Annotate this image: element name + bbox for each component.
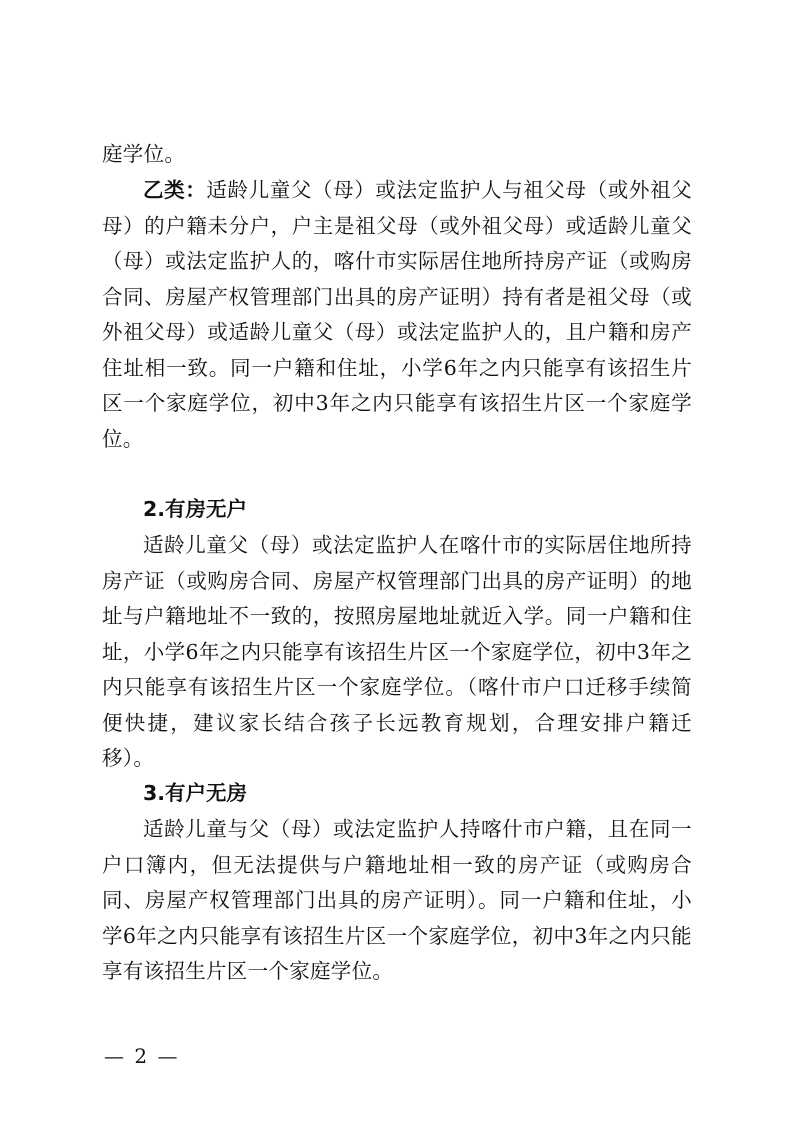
page-number: — 2 — xyxy=(104,1044,180,1068)
section-2-heading: 2.有房无户 xyxy=(143,497,248,521)
section-3-paragraph: 适龄儿童与父（母）或法定监护人持喀什市户籍，且在同一户口簿内，但无法提供与户籍地址相一致的房产证（或购房合同、房屋产权管理部门出具的房产证明）。同一户籍和住址，小学6年之内只能享有该招生片区一个家庭学位，初中3年之内只能享有该招生片区一个家庭学位。 xyxy=(102,817,692,983)
category-b-label: 乙类： xyxy=(143,178,207,202)
section-2-paragraph: 适龄儿童父（母）或法定监护人在喀什市的实际居住地所持房产证（或购房合同、房屋产权管理部门出具的房产证明）的地址与户籍地址不一致的，按照房屋地址就近入学。同一户籍和住址，小学6年之内只能享有该招生片区一个家庭学位，初中3年之内只能享有该招生片区一个家庭学位。（喀什市户口迁移手续简便快捷，建议家长结合孩子长远教育规划，合理安排户籍迁移）。 xyxy=(102,533,692,770)
category-b-paragraph xyxy=(102,173,692,457)
continuation-text: 庭学位。 xyxy=(102,142,186,166)
category-b-text: 适龄儿童父（母）或法定监护人与祖父母（或外祖父母）的户籍未分户，户主是祖父母（或外祖父母）或适龄儿童父（母）或法定监护人的，喀什市实际居住地所持房产证（或购房合同、房屋产权管理部门出具的房产证明）持有者是祖父母（或外祖父母）或适龄儿童父（母）或法定监护人的，且户籍和房产住址相一致。同一户籍和住址，小学6年之内只能享有该招生片区一个家庭学位，初中3年之内只能享有该招生片区一个家庭学位。 xyxy=(102,178,692,451)
section-3-heading: 3.有户无房 xyxy=(143,781,248,805)
